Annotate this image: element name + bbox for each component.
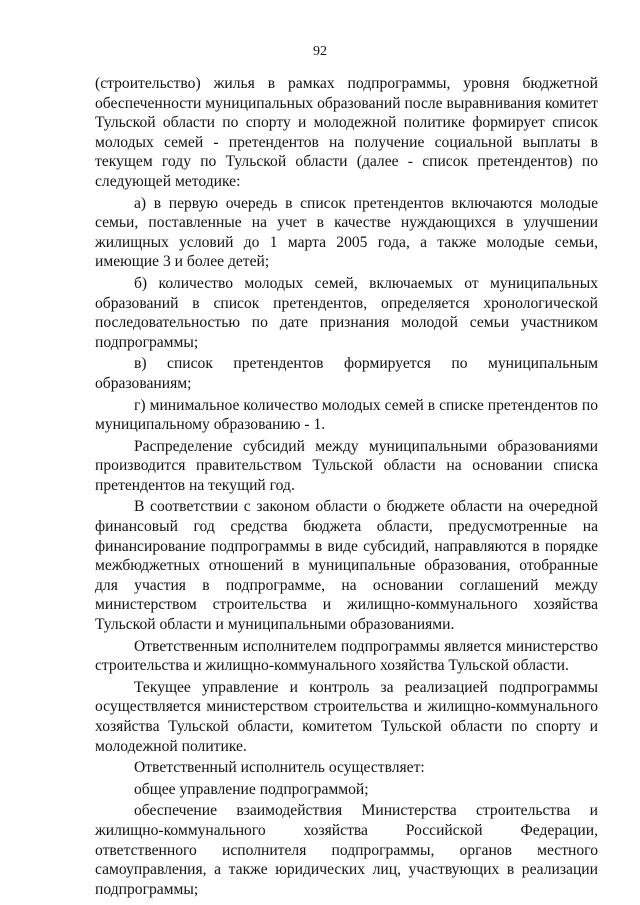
body-text <box>95 74 598 901</box>
paragraph: б) количество молодых семей, включаемых от муниципальных образований в список претендентов, определяется хронологической последовательностью по дате признания молодой семьи участником подпрограммы; <box>95 274 598 351</box>
paragraph: в) список претендентов формируется по муниципальным образованиям; <box>95 355 598 392</box>
paragraph: обеспечение взаимодействия Министерства строительства и жилищно-коммунального хозяйства Российской Федерации, ответственного исполнителя подпрограммы, органов местного самоуправления, а также юридических лиц, участвующих в реализации подпрограммы; <box>95 802 598 898</box>
page-number: 92 <box>313 44 327 59</box>
paragraph: Текущее управление и контроль за реализацией подпрограммы осуществляется министерством строительства и жилищно-коммунального хозяйства Тульской области, комитетом Тульской области по спорту и молодежной политике. <box>95 678 598 755</box>
paragraph: общее управление подпрограммой; <box>134 780 369 798</box>
paragraph: Распределение субсидий между муниципальными образованиями производится правительством Тульской области на основании списка претендентов на текущий год. <box>95 437 598 494</box>
paragraph: Ответственный исполнитель осуществляет: <box>134 759 425 777</box>
paragraph: В соответствии с законом области о бюджете области на очередной финансовый год средства бюджета области, предусмотренные на финансирование подпрограммы в виде субсидий, направляются в порядке межбюджетных отношений в муниципальные образования, отобранные для участия в подпрограмме, на основании соглашений между министерством строительства и жилищно-коммунального хозяйства Тульской области и муниципальными образованиями. <box>95 498 598 634</box>
paragraph: Ответственным исполнителем подпрограммы является министерство строительства и жилищно-коммунального хозяйства Тульской области. <box>95 637 598 675</box>
paragraph: г) минимальное количество молодых семей в списке претендентов по муниципальному образованию - 1. <box>95 396 598 434</box>
paragraph: (строительство) жилья в рамках подпрограммы, уровня бюджетной обеспеченности муниципальных образований после выравнивания комитет Тульской области по спорту и молодежной политике формирует список молодых семей - претендентов на получение социальной выплаты в текущем году по Тульской области (далее - список претендентов) по следующей методике: <box>95 75 598 190</box>
paragraph: а) в первую очередь в список претендентов включаются молодые семьи, поставленные на учет в качестве нуждающихся в улучшении жилищных условий до 1 марта 2005 года, а также молодые семьи, имеющие 3 и более детей; <box>95 194 598 271</box>
